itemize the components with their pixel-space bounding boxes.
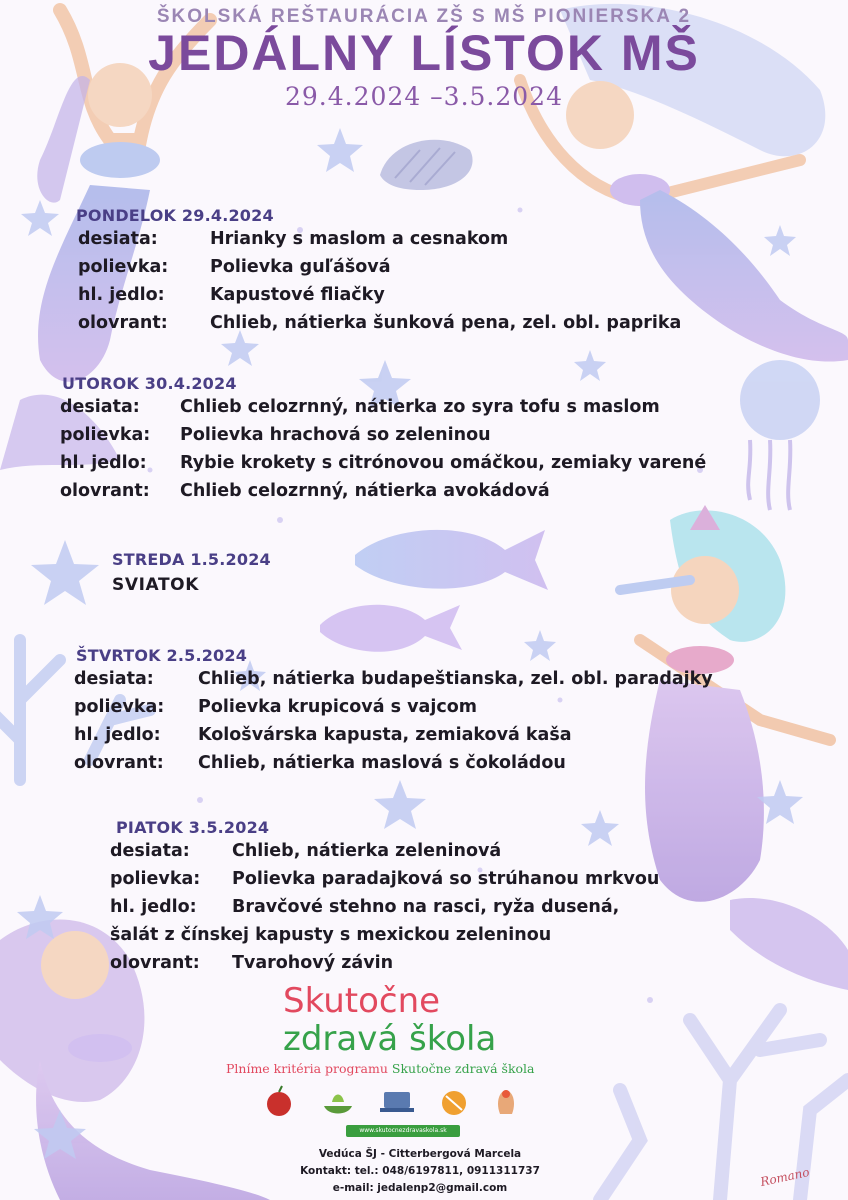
meal-value: Chlieb, nátierka maslová s čokoládou: [198, 753, 566, 773]
day-heading: PONDELOK 29.4.2024: [76, 206, 274, 225]
menu-line-main: [110, 893, 659, 921]
day-thursday: [74, 646, 713, 777]
meal-label: hl. jedlo:: [60, 453, 147, 473]
brand-line-2: zdravá škola: [283, 1019, 497, 1059]
menu-line-snack: [78, 225, 681, 253]
menu-line-snack: [110, 837, 659, 865]
manager-name: Vedúca ŠJ - Citterbergová Marcela: [318, 1148, 522, 1160]
healthy-school-logo: [283, 982, 496, 1058]
meal-label: desiata:: [74, 669, 154, 689]
meal-label: desiata:: [110, 841, 190, 861]
meal-label: polievka:: [110, 869, 201, 889]
meal-value: Chlieb, nátierka zeleninová: [232, 841, 502, 861]
holiday-note: SVIATOK: [112, 575, 199, 595]
meal-value: Hrianky s maslom a cesnakom: [210, 229, 509, 249]
meal-value: Kološvárska kapusta, zemiaková kaša: [198, 725, 572, 745]
menu-line-afternoon: [60, 477, 706, 505]
program-tagline: [226, 1061, 535, 1076]
menu-line-main: [78, 281, 681, 309]
day-friday: [110, 818, 659, 977]
menu-line-afternoon: [74, 749, 713, 777]
meal-value: Chlieb celozrnný, nátierka zo syra tofu s maslom: [180, 397, 660, 417]
page-title: JEDÁLNY LÍSTOK MŠ: [148, 25, 700, 81]
meal-label: hl. jedlo:: [78, 285, 165, 305]
meal-label: polievka:: [74, 697, 165, 717]
hands-icon: [498, 1090, 514, 1114]
meal-value: Rybie krokety s citrónovou omáčkou, zemiaky varené: [180, 453, 707, 473]
menu-line-soup: [110, 865, 659, 893]
menu-line-soup: [74, 693, 713, 721]
menu-line-soup: [60, 421, 706, 449]
contact-email[interactable]: e-mail: jedalenp2@gmail.com: [332, 1182, 508, 1194]
day-heading: UTOROK 30.4.2024: [62, 374, 237, 393]
program-icons-row: [262, 1084, 542, 1118]
school-name: ŠKOLSKÁ REŠTAURÁCIA ZŠ S MŠ PIONIERSKA 2: [156, 6, 692, 27]
meal-value: Kapustové fliačky: [210, 285, 385, 305]
meal-label: polievka:: [78, 257, 169, 277]
tagline-part-b: Skutočne zdravá škola: [391, 1061, 535, 1076]
tagline-part-a: Plníme kritéria programu: [226, 1061, 388, 1076]
meal-value: Tvarohový závin: [232, 953, 394, 973]
meal-label: olovrant:: [78, 313, 168, 333]
meal-value: Polievka krupicová s vajcom: [198, 697, 477, 717]
meal-label: olovrant:: [74, 753, 164, 773]
menu-line-main: [60, 449, 706, 477]
jellyfish-icon: [740, 360, 820, 510]
meal-label: desiata:: [60, 397, 140, 417]
meal-label: hl. jedlo:: [110, 897, 197, 917]
shell-icon: [380, 140, 473, 190]
meal-value: Polievka paradajková so strúhanou mrkvou: [232, 869, 660, 889]
apple-icon: [267, 1086, 291, 1116]
leaf-bowl-icon: [324, 1095, 352, 1114]
menu-line-main: [74, 721, 713, 749]
menu-line-snack: [74, 665, 713, 693]
meal-value: Bravčové stehno na rasci, ryža dusená,: [232, 897, 620, 917]
artist-signature: Romano: [759, 1164, 811, 1190]
day-heading: ŠTVRTOK 2.5.2024: [76, 646, 248, 665]
menu-line-afternoon: [78, 309, 681, 337]
laptop-icon: [380, 1092, 414, 1112]
meal-label: olovrant:: [110, 953, 200, 973]
fish-icon-large: [355, 530, 548, 590]
meal-value: Chlieb celozrnný, nátierka avokádová: [180, 481, 550, 501]
fish-icon-small: [320, 605, 462, 652]
contact-block: [290, 1146, 550, 1197]
meal-value: Chlieb, nátierka šunková pena, zel. obl. paprika: [210, 313, 682, 333]
website-link[interactable]: www.skutocnezdravaskola.sk: [346, 1125, 460, 1137]
meal-value: Polievka guľášová: [210, 257, 391, 277]
day-heading: PIATOK 3.5.2024: [116, 818, 270, 837]
header: [0, 6, 848, 111]
meal-value: Polievka hrachová so zeleninou: [180, 425, 491, 445]
meal-label: hl. jedlo:: [74, 725, 161, 745]
coral-icon-right: [600, 1010, 848, 1200]
day-tuesday: [60, 374, 706, 505]
menu-line-main-continued: šalát z čínskej kapusty s mexickou zeleninou: [110, 925, 552, 945]
day-wednesday: [112, 550, 271, 595]
day-heading: STREDA 1.5.2024: [112, 550, 271, 569]
menu-line-snack: [60, 393, 706, 421]
menu-line-soup: [78, 253, 681, 281]
sport-icon: [442, 1091, 466, 1115]
day-monday: [78, 206, 681, 337]
meal-label: olovrant:: [60, 481, 150, 501]
menu-line-afternoon: [110, 949, 659, 977]
meal-label: polievka:: [60, 425, 151, 445]
meal-label: desiata:: [78, 229, 158, 249]
meal-value: Chlieb, nátierka budapeštianska, zel. obl. paradajky: [198, 669, 713, 689]
date-range: 29.4.2024 –3.5.2024: [284, 82, 563, 111]
brand-line-1: Skutočne: [283, 981, 441, 1021]
contact-phone: Kontakt: tel.: 048/6197811, 0911311737: [300, 1165, 540, 1177]
